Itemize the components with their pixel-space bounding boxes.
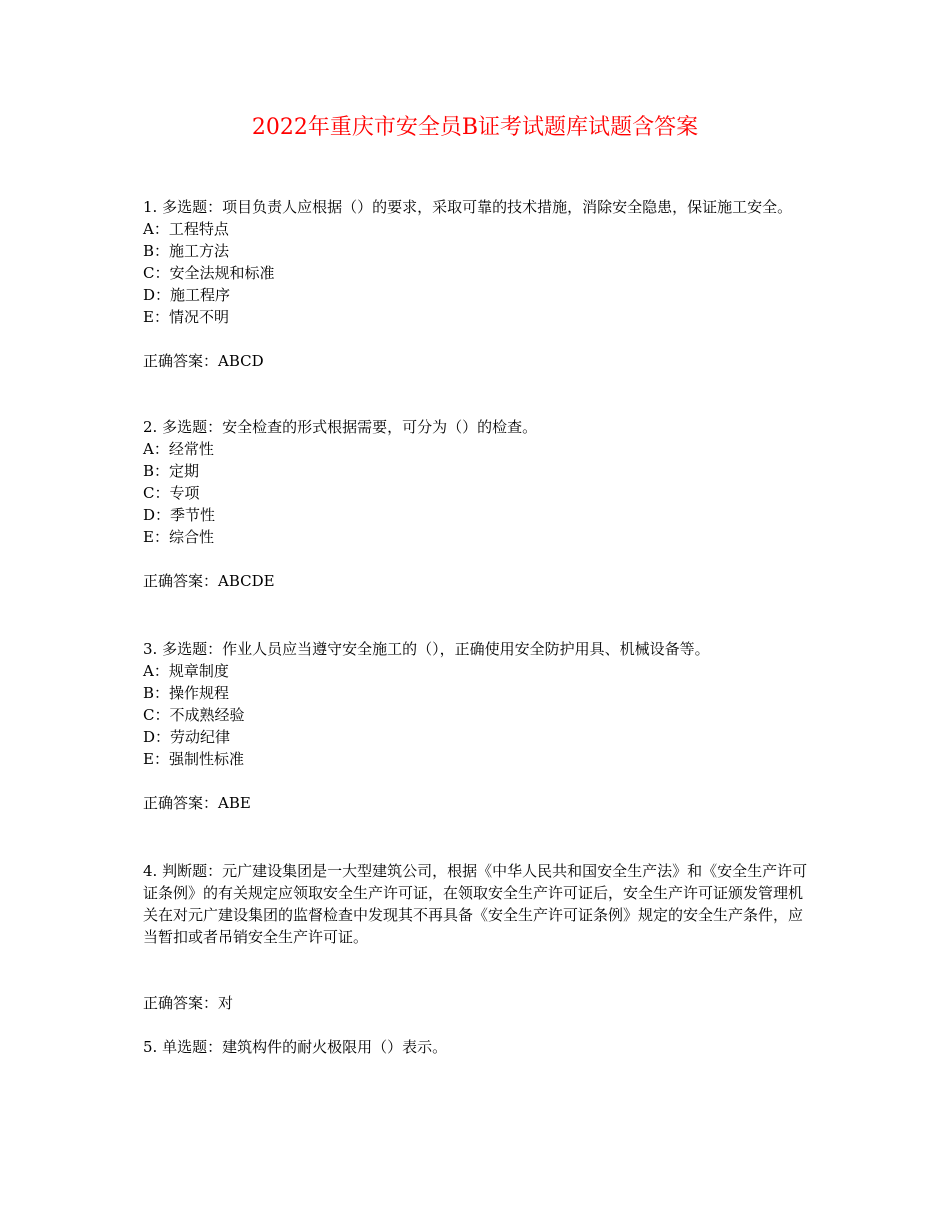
option-a: A：规章制度	[143, 662, 229, 680]
question-type: 判断题：	[162, 862, 223, 880]
option-a: A：工程特点	[143, 220, 229, 238]
question-number: 5.	[143, 1038, 158, 1056]
question-stem	[143, 416, 813, 438]
option-d: D：季节性	[143, 506, 216, 524]
option-b: B：定期	[143, 462, 200, 480]
answer-value: 对	[218, 994, 234, 1012]
answer-label: 正确答案：	[143, 794, 219, 812]
question-number: 2.	[143, 418, 158, 436]
option-list	[143, 660, 813, 770]
question-4	[143, 860, 813, 1036]
question-text: 建筑构件的耐火极限用（）表示。	[222, 1038, 448, 1056]
question-list	[143, 196, 813, 1058]
option-list	[143, 218, 813, 328]
question-type: 单选题：	[162, 1038, 223, 1056]
option-d: D：施工程序	[143, 286, 231, 304]
question-text: 项目负责人应根据（）的要求，采取可靠的技术措施，消除安全隐患，保证施工安全。	[222, 198, 793, 216]
option-c: C：不成熟经验	[143, 706, 245, 724]
option-e: E：情况不明	[143, 308, 229, 326]
question-2	[143, 416, 813, 638]
option-e: E：综合性	[143, 528, 214, 546]
question-stem	[143, 860, 813, 948]
question-3	[143, 638, 813, 860]
answer-line	[143, 992, 813, 1014]
option-c: C：安全法规和标准	[143, 264, 275, 282]
question-number: 1.	[143, 198, 158, 216]
option-e: E：强制性标准	[143, 750, 244, 768]
question-number: 3.	[143, 640, 158, 658]
option-b: B：施工方法	[143, 242, 230, 260]
question-type: 多选题：	[162, 418, 223, 436]
question-text: 元广建设集团是一大型建筑公司，根据《中华人民共和国安全生产法》和《安全生产许可证条例》的有关规定应领取安全生产许可证，在领取安全生产许可证后，安全生产许可证颁发管理机关在对元广建设集团的监督检查中发现其不再具备《安全生产许可证条例》规定的安全生产条件，应当暂扣或者吊销安全生产许可证。	[143, 862, 808, 946]
question-type: 多选题：	[162, 198, 223, 216]
answer-value: ABCD	[218, 352, 264, 370]
answer-line	[143, 350, 813, 372]
answer-label: 正确答案：	[143, 994, 219, 1012]
question-stem	[143, 1036, 813, 1058]
option-c: C：专项	[143, 484, 200, 502]
answer-value: ABCDE	[218, 572, 275, 590]
question-text: 作业人员应当遵守安全施工的（），正确使用安全防护用具、机械设备等。	[222, 640, 710, 658]
answer-label: 正确答案：	[143, 352, 219, 370]
answer-line	[143, 792, 813, 814]
question-5	[143, 1036, 813, 1058]
option-b: B：操作规程	[143, 684, 230, 702]
question-text: 安全检查的形式根据需要，可分为（）的检查。	[222, 418, 538, 436]
option-list	[143, 438, 813, 548]
question-number: 4.	[143, 862, 158, 880]
page-title: 2022年重庆市安全员B证考试题库试题含答案	[251, 115, 699, 140]
question-type: 多选题：	[162, 640, 223, 658]
answer-line	[143, 570, 813, 592]
question-1	[143, 196, 813, 416]
question-stem	[143, 196, 813, 218]
option-a: A：经常性	[143, 440, 214, 458]
answer-label: 正确答案：	[143, 572, 219, 590]
option-d: D：劳动纪律	[143, 728, 231, 746]
answer-value: ABE	[218, 794, 251, 812]
question-stem	[143, 638, 813, 660]
